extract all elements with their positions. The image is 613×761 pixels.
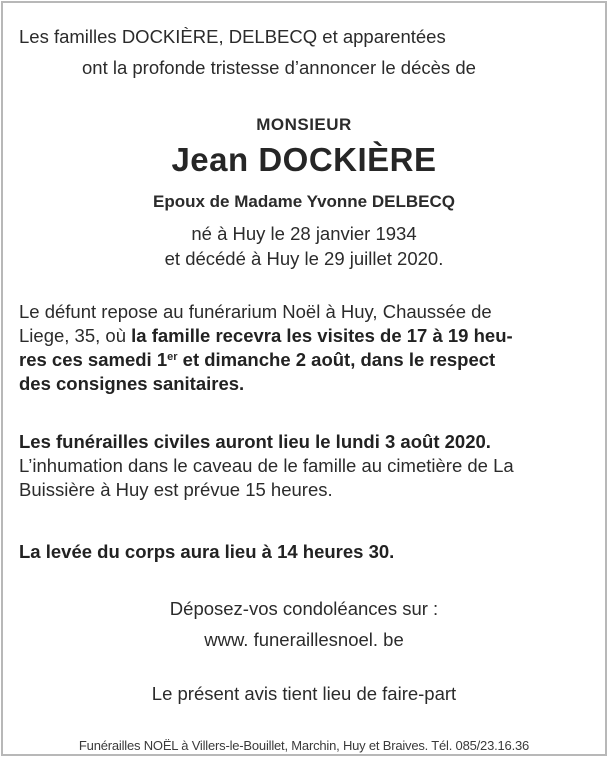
visitation-line-3-bold-a: res ces samedi 1 [19,349,168,370]
funeral-home-footer: Funérailles NOËL à Villers-le-Bouillet, Marchin, Huy et Braives. Tél. 085/23.16.36 [78,738,530,753]
visitation-paragraph [19,300,599,396]
condolences-website: www. funeraillesnoel. be [204,629,404,650]
funeral-paragraph [19,430,599,502]
visitation-line-3-sup: er [167,351,178,363]
birth-info: né à Huy le 28 janvier 1934 [191,223,417,244]
faire-part-note: Le présent avis tient lieu de faire-part [151,683,457,704]
deceased-spouse: Epoux de Madame Yvonne DELBECQ [153,192,455,211]
levee-notice: La levée du corps aura lieu à 14 heures 30. [19,541,395,562]
intro-line-1: Les familles DOCKIÈRE, DELBECQ et apparentées [19,26,446,47]
death-info: et décédé à Huy le 29 juillet 2020. [164,248,444,269]
burial-line-1: L’inhumation dans le caveau de le famille au cimetière de La [19,455,514,476]
deceased-name: Jean DOCKIÈRE [171,141,437,178]
visitation-line-4 [19,372,599,396]
obituary-notice [1,1,607,756]
intro-line-2: ont la profonde tristesse d’annoncer le décès de [82,57,476,78]
condolences-line-1: Déposez-vos condoléances sur : [169,598,439,619]
burial-line-2: Buissière à Huy est prévue 15 heures. [19,479,333,500]
visitation-line-2-bold: la famille recevra les visites de 17 à 19 heu- [131,325,513,346]
visitation-line-2-normal: Liege, 35, où [19,325,132,346]
visitation-line-1: Le défunt repose au funérarium Noël à Huy, Chaussée de [19,301,492,322]
visitation-line-3 [19,348,599,372]
visitation-line-3-bold-b: et dimanche 2 août, dans le respect [177,349,496,370]
visitation-line-4-bold: des consignes sanitaires. [19,373,245,394]
funeral-bold: Les funérailles civiles auront lieu le lundi 3 août 2020. [19,431,491,452]
deceased-title: MONSIEUR [256,115,352,134]
funeral-announcement [19,430,599,454]
visitation-line-2 [19,324,599,348]
